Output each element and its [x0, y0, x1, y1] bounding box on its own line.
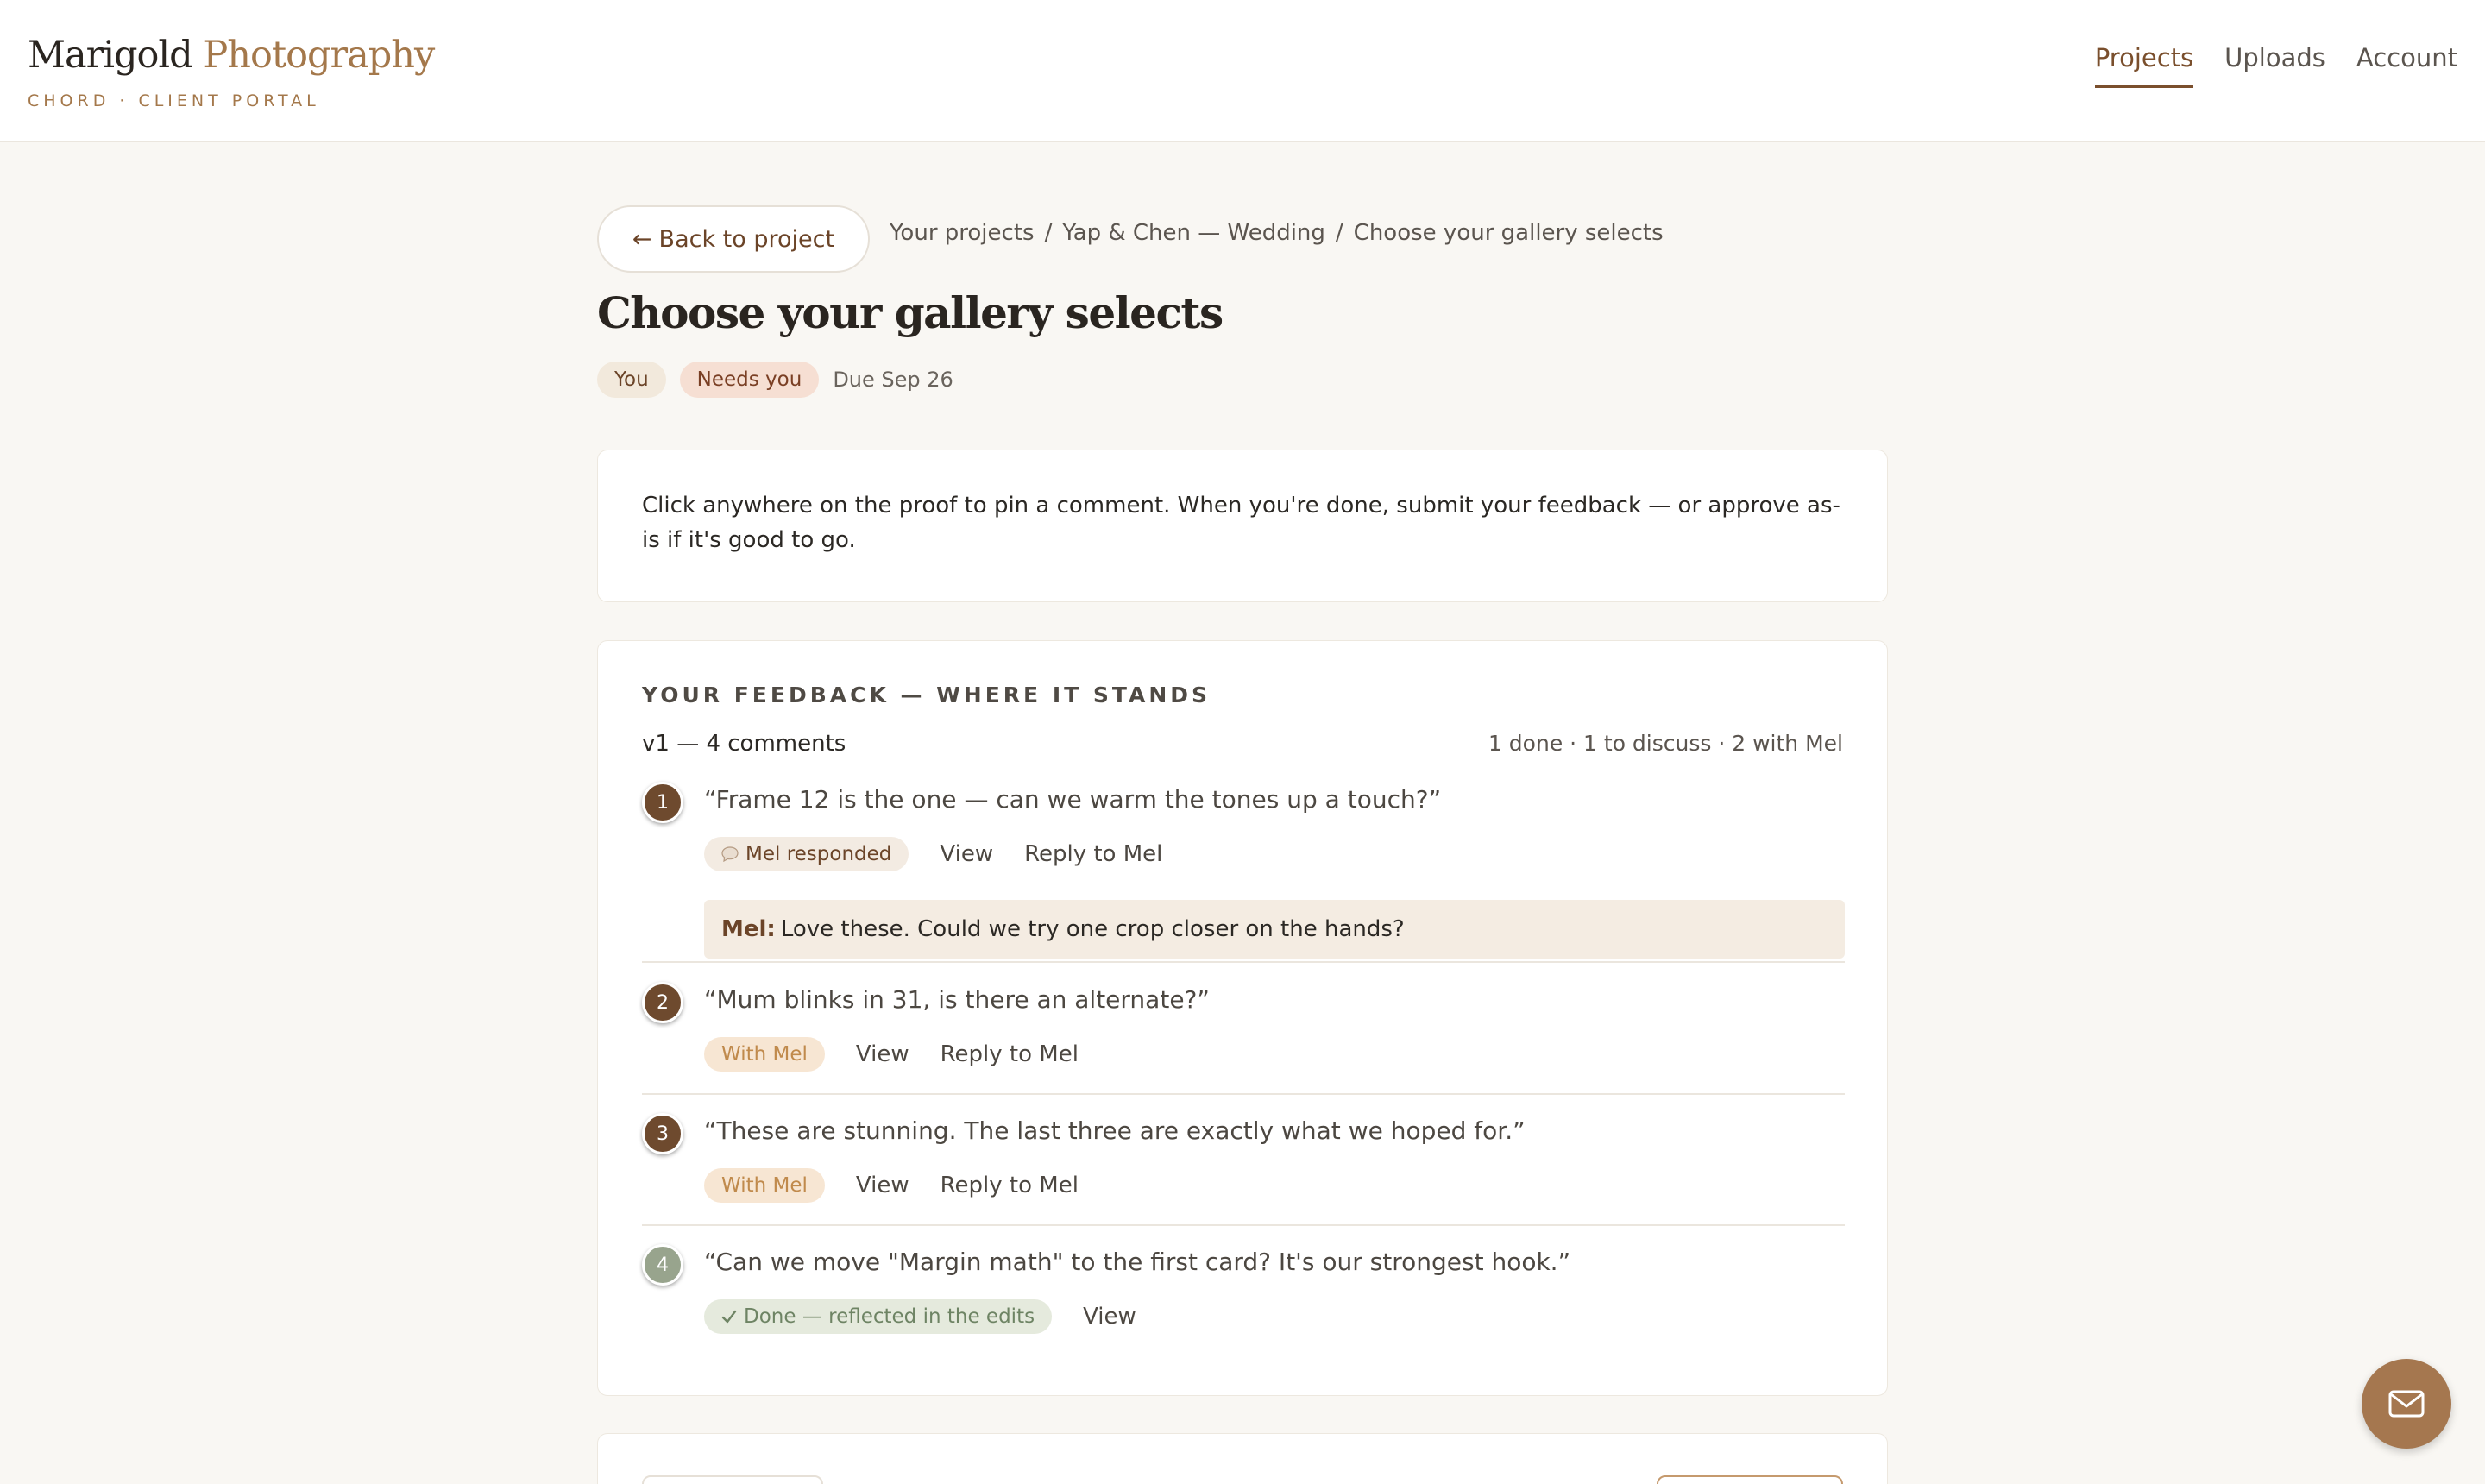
divider	[642, 961, 1845, 963]
breadcrumb-your-projects[interactable]: Your projects	[890, 220, 1035, 246]
page-title: Choose your gallery selects	[597, 287, 1223, 338]
view-button[interactable]: View	[855, 1041, 909, 1067]
response-author: Mel:	[721, 916, 776, 942]
breadcrumb-project[interactable]: Yap & Chen — Wedding	[1062, 220, 1325, 246]
breadcrumb-separator: /	[1044, 220, 1053, 246]
breadcrumb-current: Choose your gallery selects	[1353, 220, 1664, 246]
instructions-text: Click anywhere on the proof to pin a comment. When you're done, submit your feedback — or approve as-is if it's good to go.	[642, 493, 1840, 553]
speech-bubble-icon	[721, 846, 739, 862]
due-date: Due Sep 26	[833, 368, 953, 392]
brand-logo[interactable]	[28, 31, 434, 110]
back-button-label: Back to project	[658, 225, 835, 253]
primary-action-button[interactable]	[1657, 1475, 1843, 1484]
comment-quote: “Frame 12 is the one — can we warm the tones up a touch?”	[704, 785, 1442, 814]
breadcrumb-separator: /	[1335, 220, 1343, 246]
comment-item	[642, 1244, 1845, 1348]
brand-subtitle: CHORD · CLIENT PORTAL	[28, 91, 320, 110]
actions-card	[597, 1433, 1888, 1484]
comment-number-pin[interactable]: 2	[642, 982, 683, 1023]
comment-actions	[704, 1168, 1079, 1203]
feedback-version: v1 — 4 comments	[642, 731, 846, 757]
message-button[interactable]	[2362, 1359, 2451, 1449]
comment-actions	[704, 1037, 1079, 1072]
check-icon	[721, 1310, 737, 1324]
comment-status-badge: With Mel	[704, 1037, 825, 1072]
comment-item	[642, 782, 1845, 989]
reply-to-mel-button[interactable]: Reply to Mel	[1024, 841, 1163, 867]
comment-actions	[704, 837, 1162, 871]
comment-item	[642, 1113, 1845, 1217]
divider	[642, 1224, 1845, 1226]
view-button[interactable]: View	[855, 1173, 909, 1198]
status-badge: Needs you	[680, 362, 820, 398]
main-nav	[2095, 43, 2457, 88]
comment-status-badge: With Mel	[704, 1168, 825, 1203]
comment-actions	[704, 1299, 1136, 1334]
instructions-card	[597, 450, 1888, 602]
response-text: Love these. Could we try one crop closer on the hands?	[780, 916, 1405, 942]
feedback-card	[597, 640, 1888, 1396]
comment-status-badge: Done — reflected in the edits	[704, 1299, 1052, 1334]
comment-number-pin[interactable]: 1	[642, 782, 683, 823]
assignee-badge: You	[597, 362, 666, 398]
divider	[642, 1093, 1845, 1095]
comment-quote: “Mum blinks in 31, is there an alternate?”	[704, 985, 1210, 1014]
breadcrumb	[890, 220, 1664, 246]
back-to-project-button[interactable]	[597, 205, 870, 273]
comment-number-pin[interactable]: 3	[642, 1113, 683, 1154]
comment-status-badge: Mel responded	[704, 837, 909, 871]
brand-name: Marigold Photography	[28, 34, 435, 77]
mail-icon	[2387, 1389, 2425, 1418]
comment-quote: “Can we move "Margin math" to the first card? It's our strongest hook.”	[704, 1248, 1571, 1276]
secondary-action-button[interactable]	[642, 1475, 823, 1484]
comment-item	[642, 982, 1845, 1085]
view-button[interactable]: View	[940, 841, 994, 867]
reply-to-mel-button[interactable]: Reply to Mel	[940, 1041, 1079, 1067]
comment-number-pin[interactable]: 4	[642, 1244, 683, 1286]
view-button[interactable]: View	[1083, 1304, 1136, 1330]
comment-quote: “These are stunning. The last three are exactly what we hoped for.”	[704, 1116, 1526, 1145]
nav-account[interactable]: Account	[2356, 43, 2457, 72]
feedback-summary: 1 done · 1 to discuss · 2 with Mel	[1488, 731, 1843, 756]
mel-response	[704, 900, 1845, 959]
feedback-heading: YOUR FEEDBACK — WHERE IT STANDS	[642, 682, 1211, 707]
nav-uploads[interactable]: Uploads	[2224, 43, 2325, 72]
task-meta	[597, 362, 953, 398]
reply-to-mel-button[interactable]: Reply to Mel	[940, 1173, 1079, 1198]
nav-projects[interactable]: Projects	[2095, 43, 2193, 88]
arrow-left-icon: ←	[632, 225, 652, 253]
top-bar	[0, 0, 2485, 142]
